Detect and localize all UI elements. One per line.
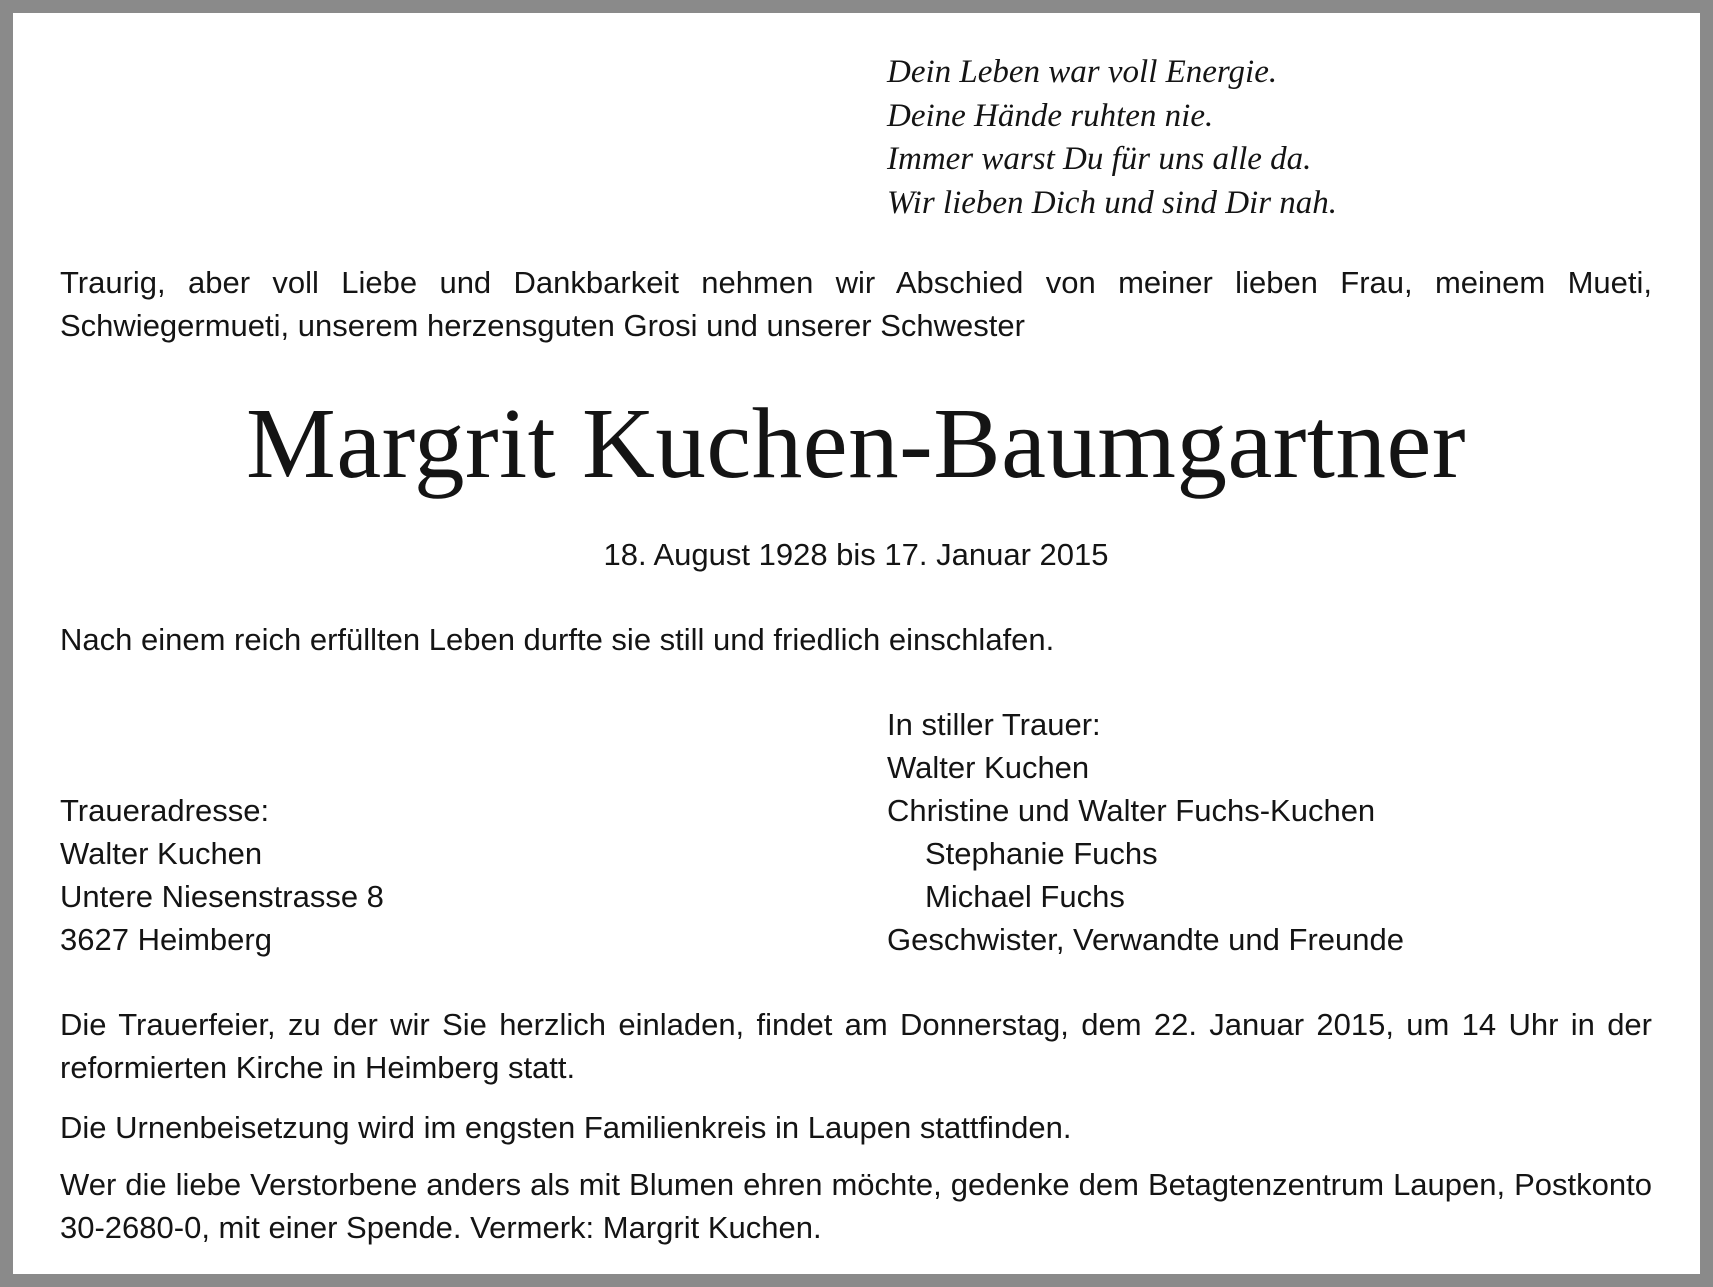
poem-line: Dein Leben war voll Energie. xyxy=(887,54,1278,90)
mourner-name: Stephanie Fuchs xyxy=(925,836,1158,871)
mourning-address xyxy=(60,789,384,961)
mourners-heading: In stiller Trauer: xyxy=(887,707,1101,742)
memorial-poem xyxy=(887,51,1337,225)
mourner-name: Michael Fuchs xyxy=(925,879,1125,914)
poem-line: Wir lieben Dich und sind Dir nah. xyxy=(887,184,1338,221)
poem-line: Immer warst Du für uns alle da. xyxy=(887,141,1312,177)
poem-line: Deine Hände ruhten nie. xyxy=(887,97,1214,134)
obituary-notice xyxy=(13,13,1700,1274)
passing-paragraph: Nach einem reich erfüllten Leben durfte sie still und friedlich einschlafen. xyxy=(60,622,1055,657)
mourners-list xyxy=(887,703,1404,961)
intro-paragraph: Traurig, aber voll Liebe und Dankbarkeit nehmen wir Abschied von meiner lieben Frau, meinem Mueti, Schwiegermueti, unserem herzensguten Grosi und unserer Schwester xyxy=(60,265,1652,343)
address-name: Walter Kuchen xyxy=(60,836,263,871)
address-city: 3627 Heimberg xyxy=(60,922,272,957)
address-heading: Traueradresse: xyxy=(60,793,270,828)
address-street: Untere Niesenstrasse 8 xyxy=(60,879,384,914)
service-paragraph: Die Trauerfeier, zu der wir Sie herzlich einladen, findet am Donnerstag, dem 22. Januar 2015, um 14 Uhr in der reformierten Kirche in Heimberg statt. xyxy=(60,1007,1652,1085)
donation-paragraph: Wer die liebe Verstorbene anders als mit Blumen ehren möchte, gedenke dem Betagtenzentrum Laupen, Postkonto 30-2680-0, mit einer Spende. Vermerk: Margrit Kuchen. xyxy=(60,1167,1652,1245)
mourner-name: Geschwister, Verwandte und Freunde xyxy=(887,922,1404,957)
notice-content xyxy=(60,13,1652,1274)
burial-paragraph: Die Urnenbeisetzung wird im engsten Familienkreis in Laupen stattfinden. xyxy=(60,1110,1072,1145)
mourner-name: Christine und Walter Fuchs-Kuchen xyxy=(887,793,1376,828)
mourner-name: Walter Kuchen xyxy=(887,750,1090,785)
deceased-name: Margrit Kuchen-Baumgartner xyxy=(246,387,1466,499)
life-dates: 18. August 1928 bis 17. Januar 2015 xyxy=(603,537,1109,572)
